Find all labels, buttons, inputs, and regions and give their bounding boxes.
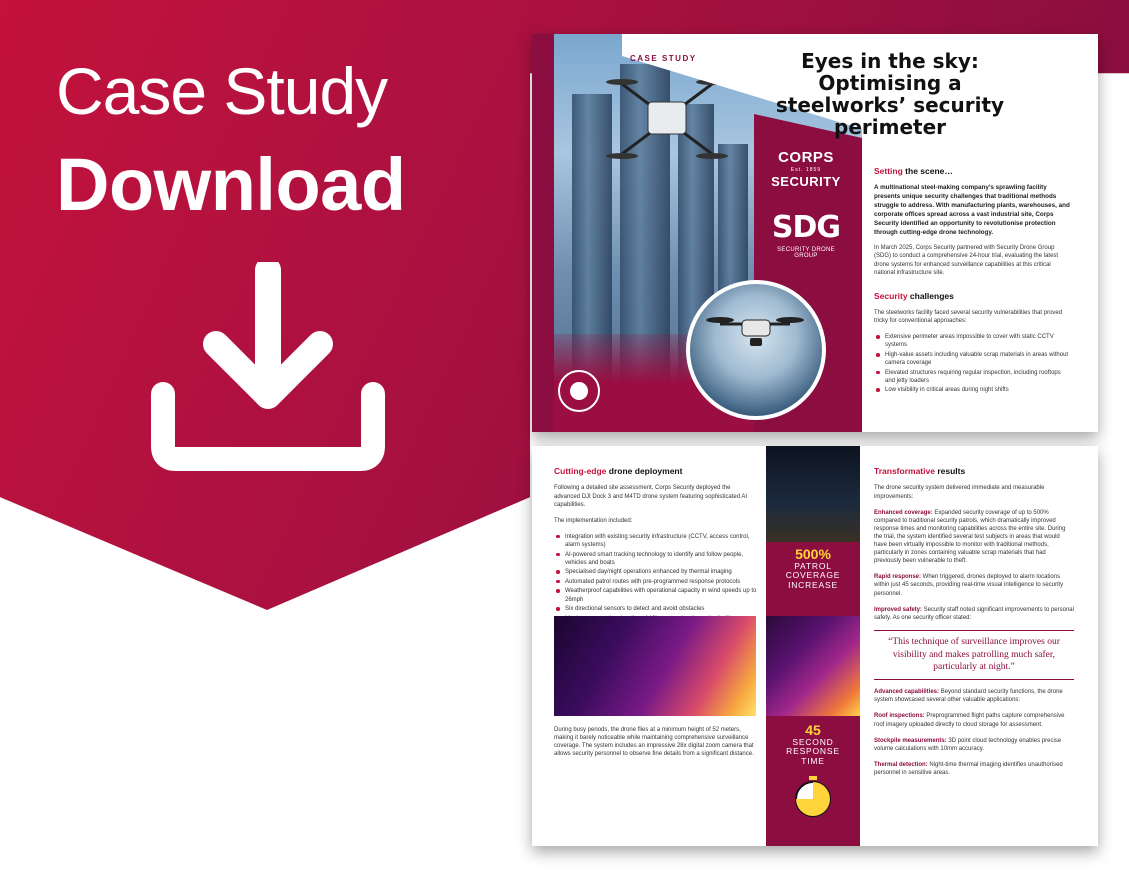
stat-coverage: 500% PATROL COVERAGE INCREASE [785,546,841,590]
list-item: Low visibility in critical areas during night shifts [874,386,1072,394]
page-title: Eyes in the sky: Optimising a steelworks’ security perimeter [775,49,1005,139]
corps-security-logo: CORPS Est. 1859 SECURITY [771,149,841,189]
setting-body: In March 2025, Corps Security partnered with Security Drone Group (SDG) to conduct a comprehensive 24-hour trial, evaluating the latest drone systems for enhanced surveillance capabilities at this critical national infrastructure site. [874,245,1059,276]
hero-title-bold[interactable]: Download [56,143,406,226]
deployment-included: The implementation included: [554,517,633,524]
night-port-photo [766,446,860,542]
drone-icon [602,64,732,174]
deployment-heading: Cutting-edge drone deployment [554,466,683,476]
social-enterprise-badge [558,370,600,412]
list-item: High-value assets including valuable scrap materials in areas without camera coverage [874,351,1072,367]
list-item: Six directional sensors to detect and avoid obstacles [554,605,758,613]
challenges-heading: Security challenges [874,290,954,301]
rapid-response: Rapid response: When triggered, drones deployed to alarm locations within just 45 seconds, providing real-time visual intelligence to security personnel. [874,574,1064,597]
drone-icon [690,284,822,416]
challenges-intro: The steelworks facility faced several security vulnerabilities that proved tricky for conventional approaches: [874,310,1063,325]
list-item: Elevated structures requiring regular inspection, including rooftops and jetty loaders [874,369,1072,385]
deployment-intro: Following a detailed site assessment, Corps Security deployed the advanced DJI Dock 3 and M4TD drone system featuring sophisticated AI capabilities. [554,485,748,508]
left-accent-bar [532,34,554,432]
thermal-image [554,616,756,716]
results-heading: Transformative results [874,466,966,476]
case-study-label: CASE STUDY [630,54,697,63]
advanced-capabilities: Advanced capabilities: Beyond standard security functions, the drone system showcased several other valuable applications: [874,689,1063,704]
list-item: Integration with existing security infrastructure (CCTV, access control, alarm systems) [554,533,758,549]
list-item: Automated patrol routes with pre-programmed response protocols [554,578,758,586]
enhanced-coverage: Enhanced coverage: Expanded security coverage of up to 500% compared to traditional security patrols, which dramatically improved response times and monitoring capabilities across the entire site. During the trial, the system identified several test subjects in areas that would have been virtually impossible to monitor with traditional methods, particularly in zones containing valuable scrap materials that had previously been vulnerable to theft. [874,509,1066,565]
drone-photo-circle [686,280,826,420]
deployment-list [554,533,758,623]
stat-response: 45 SECOND RESPONSE TIME [786,722,840,766]
list-item: Specialised day/night operations enhanced by thermal imaging [554,568,758,576]
document-page-2 [532,446,1098,846]
results-intro: The drone security system delivered immediate and measurable improvements: [874,485,1045,500]
setting-heading: Setting the scene… [874,166,953,176]
download-icon[interactable] [150,262,386,472]
thermal-image [766,616,860,716]
setting-section [874,166,1072,401]
list-item: Weatherproof capabilities with operational capacity in wind speeds up to 26mph [554,587,758,603]
stockpile-measurements: Stockpile measurements: 3D point cloud technology enables precise volume calculations with 10mm accuracy. [874,737,1062,752]
thermal-detection: Thermal detection: Night-time thermal imaging identifies unauthorised personnel in sensitive areas. [874,761,1063,776]
deployment-section [554,466,758,629]
list-item: Extensive perimeter areas impossible to cover with static CCTV systems [874,333,1072,349]
deployment-closing: During busy periods, the drone flies at a minimum height of 52 meters, making it barely noticeable while maintaining comprehensive surveillance coverage. The system includes an impressive 28x digital zoom camera that allows security personnel to observe fine details from a significant distance. [554,727,754,758]
results-section [874,466,1074,785]
document-page-1 [532,34,1098,432]
sdg-logo: SDG SECURITY DRONE GROUP [771,210,841,259]
hero-title-light: Case Study [56,54,388,128]
stats-column [766,446,860,846]
testimonial-quote: “This technique of surveillance improves our visibility and makes patrolling much safer, particularly at night.” [874,630,1074,680]
setting-lead: A multinational steel-making company’s sprawling facility presents unique security challenges that traditional methods struggle to address. With manufacturing plants, warehouses, and corporate offices spread across a vast industrial site, Corps Security identified an opportunity to revolutionise protection through cutting-edge drone technology. [874,184,1070,236]
list-item: AI-powered smart tracking technology to identify and follow people, vehicles and boats [554,551,758,567]
improved-safety: Improved safety: Security staff noted significant improvements to personal safety. As one security officer stated: [874,606,1074,621]
stopwatch-icon [792,776,834,818]
roof-inspections: Roof inspections: Preprogrammed flight paths capture comprehensive roof imagery uploaded directly to cloud storage for assessment. [874,713,1065,728]
challenges-list [874,333,1072,394]
